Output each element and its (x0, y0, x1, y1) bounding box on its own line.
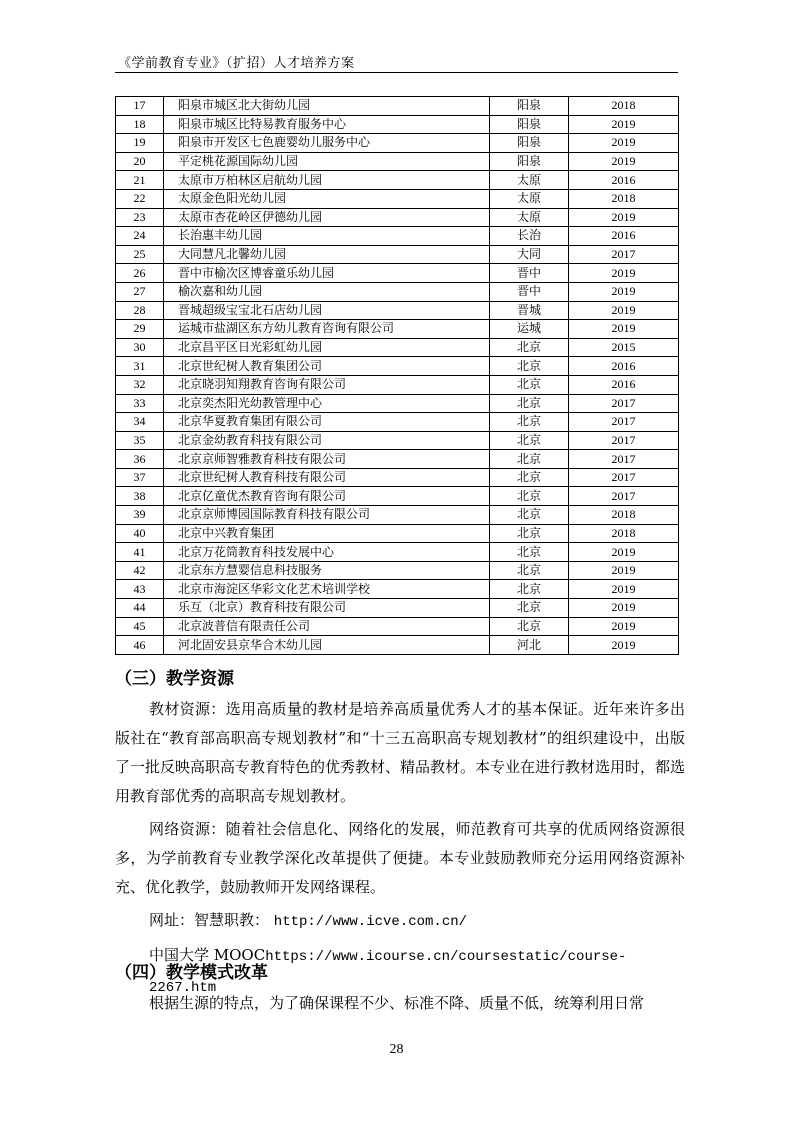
institution-name: 北京京师博园国际教育科技有限公司 (164, 506, 490, 525)
year: 2019 (569, 543, 679, 562)
location: 北京 (490, 599, 569, 618)
institution-name: 北京世纪树人教育集团公司 (164, 357, 490, 376)
table-row (116, 413, 679, 432)
icourse-link[interactable]: https://www.icourse.cn/coursestatic/course-2267.htm (149, 949, 627, 996)
url-label: 网址：智慧职教： (149, 911, 270, 929)
institution-name: 运城市盐湖区东方幼儿教育咨询有限公司 (164, 320, 490, 339)
row-number: 42 (116, 561, 164, 580)
year: 2018 (569, 506, 679, 525)
row-number: 20 (116, 152, 164, 171)
table-row (116, 580, 679, 599)
row-number: 43 (116, 580, 164, 599)
row-number: 35 (116, 431, 164, 450)
mooc-label: 中国大学 MOOC (149, 946, 266, 964)
location: 北京 (490, 431, 569, 450)
institution-name: 北京波普信有限责任公司 (164, 617, 490, 636)
location: 北京 (490, 357, 569, 376)
row-number: 36 (116, 450, 164, 469)
year: 2019 (569, 152, 679, 171)
location: 大同 (490, 245, 569, 264)
year: 2015 (569, 338, 679, 357)
row-number: 25 (116, 245, 164, 264)
institution-name: 长治惠丰幼儿园 (164, 227, 490, 246)
textbook-resources-paragraph: 教材资源：选用高质量的教材是培养高质量优秀人才的基本保证。近年来许多出版社在“教育部高职高专规划教材”和“十三五高职高专规划教材”的组织建设中，出版了一批反映高职高专教育特色的优秀教材、精品教材。本专业在进行教材选用时，都选用教育部优秀的高职高专规划教材。 (115, 700, 686, 805)
year: 2018 (569, 524, 679, 543)
page-number: 28 (389, 1042, 404, 1057)
row-number: 28 (116, 301, 164, 320)
institution-name: 北京京师智雅教育科技有限公司 (164, 450, 490, 469)
table-row (116, 338, 679, 357)
section-teaching-mode-reform (115, 958, 685, 1018)
institution-name: 阳泉市城区北大街幼儿园 (164, 97, 490, 116)
section-heading: （四）教学模式改革 (115, 963, 268, 983)
year: 2016 (569, 375, 679, 394)
institution-name: 北京奕杰阳光幼教管理中心 (164, 394, 490, 413)
location: 阳泉 (490, 152, 569, 171)
year: 2017 (569, 431, 679, 450)
row-number: 32 (116, 375, 164, 394)
row-number: 40 (116, 524, 164, 543)
year: 2019 (569, 115, 679, 134)
row-number: 18 (116, 115, 164, 134)
table-row (116, 115, 679, 134)
row-number: 17 (116, 97, 164, 116)
partner-schools-table (115, 96, 679, 655)
institution-name: 北京世纪树人教育科技有限公司 (164, 468, 490, 487)
location: 北京 (490, 524, 569, 543)
location: 晋中 (490, 282, 569, 301)
location: 北京 (490, 506, 569, 525)
table-row (116, 134, 679, 153)
table-row (116, 245, 679, 264)
institution-name: 北京中兴教育集团 (164, 524, 490, 543)
row-number: 22 (116, 189, 164, 208)
year: 2019 (569, 320, 679, 339)
institution-name: 太原市万柏林区启航幼儿园 (164, 171, 490, 190)
location: 北京 (490, 413, 569, 432)
row-number: 24 (116, 227, 164, 246)
row-number: 46 (116, 636, 164, 655)
location: 北京 (490, 375, 569, 394)
institution-name: 阳泉市城区比特易教育服务中心 (164, 115, 490, 134)
year: 2019 (569, 636, 679, 655)
section-heading: （三）教学资源 (115, 669, 234, 689)
table-row (116, 524, 679, 543)
section-teaching-resources (115, 664, 685, 1003)
row-number: 19 (116, 134, 164, 153)
reform-paragraph: 根据生源的特点，为了确保课程不少、标准不降、质量不低，统筹利用日常 (149, 994, 645, 1012)
year: 2018 (569, 97, 679, 116)
institution-name: 榆次嘉和幼儿园 (164, 282, 490, 301)
row-number: 41 (116, 543, 164, 562)
row-number: 26 (116, 264, 164, 283)
institution-name: 北京东方慧婴信息科技服务 (164, 561, 490, 580)
header-title: 《学前教育专业》（扩招）人才培养方案 (118, 56, 355, 71)
year: 2019 (569, 580, 679, 599)
institution-name: 晋城超级宝宝北石店幼儿园 (164, 301, 490, 320)
institution-name: 太原市杏花岭区伊德幼儿园 (164, 208, 490, 227)
location: 晋中 (490, 264, 569, 283)
network-resources-paragraph: 网络资源：随着社会信息化、网络化的发展，师范教育可共享的优质网络资源很多，为学前教育专业教学深化改革提供了便捷。本专业鼓励教师充分运用网络资源补充、优化教学，鼓励教师开发网络课程。 (115, 820, 685, 896)
year: 2017 (569, 245, 679, 264)
location: 太原 (490, 208, 569, 227)
institution-name: 河北固安县京华合木幼儿园 (164, 636, 490, 655)
table-row (116, 282, 679, 301)
table-row (116, 97, 679, 116)
year: 2019 (569, 208, 679, 227)
location: 北京 (490, 468, 569, 487)
location: 运城 (490, 320, 569, 339)
table-row (116, 394, 679, 413)
table-row (116, 450, 679, 469)
location: 晋城 (490, 301, 569, 320)
row-number: 21 (116, 171, 164, 190)
table-row (116, 320, 679, 339)
header-rule (115, 72, 678, 73)
institution-name: 北京晓羽知翔教育咨询有限公司 (164, 375, 490, 394)
year: 2019 (569, 282, 679, 301)
table-row (116, 636, 679, 655)
year: 2016 (569, 227, 679, 246)
table-row (116, 468, 679, 487)
year: 2016 (569, 357, 679, 376)
table-row (116, 264, 679, 283)
row-number: 30 (116, 338, 164, 357)
institution-name: 乐互（北京）教育科技有限公司 (164, 599, 490, 618)
row-number: 23 (116, 208, 164, 227)
location: 长治 (490, 227, 569, 246)
row-number: 45 (116, 617, 164, 636)
year: 2017 (569, 413, 679, 432)
year: 2017 (569, 394, 679, 413)
row-number: 37 (116, 468, 164, 487)
institution-name: 阳泉市开发区七色鹿婴幼儿服务中心 (164, 134, 490, 153)
location: 北京 (490, 487, 569, 506)
year: 2017 (569, 450, 679, 469)
year: 2016 (569, 171, 679, 190)
location: 河北 (490, 636, 569, 655)
table-row (116, 561, 679, 580)
row-number: 39 (116, 506, 164, 525)
row-number: 33 (116, 394, 164, 413)
year: 2017 (569, 468, 679, 487)
table-row (116, 375, 679, 394)
institution-name: 北京金幼教育科技有限公司 (164, 431, 490, 450)
table-row (116, 487, 679, 506)
row-number: 34 (116, 413, 164, 432)
institution-name: 北京万花筒教育科技发展中心 (164, 543, 490, 562)
location: 阳泉 (490, 97, 569, 116)
location: 北京 (490, 450, 569, 469)
year: 2019 (569, 599, 679, 618)
table-row (116, 617, 679, 636)
table-row (116, 506, 679, 525)
table-row (116, 227, 679, 246)
table-row (116, 208, 679, 227)
institution-name: 北京市海淀区华彩文化艺术培训学校 (164, 580, 490, 599)
table-row (116, 357, 679, 376)
location: 北京 (490, 394, 569, 413)
location: 北京 (490, 338, 569, 357)
year: 2019 (569, 134, 679, 153)
year: 2019 (569, 561, 679, 580)
icve-link[interactable]: http://www.icve.com.cn/ (273, 914, 468, 930)
row-number: 29 (116, 320, 164, 339)
year: 2019 (569, 264, 679, 283)
table-body (116, 97, 679, 655)
table-row (116, 543, 679, 562)
location: 阳泉 (490, 115, 569, 134)
institution-name: 平定桃花源国际幼儿园 (164, 152, 490, 171)
table-row (116, 152, 679, 171)
institution-name: 太原金色阳光幼儿园 (164, 189, 490, 208)
year: 2019 (569, 301, 679, 320)
institution-name: 北京昌平区日光彩虹幼儿园 (164, 338, 490, 357)
table-row (116, 189, 679, 208)
year: 2018 (569, 189, 679, 208)
institution-name: 北京华夏教育集团有限公司 (164, 413, 490, 432)
year: 2017 (569, 487, 679, 506)
year: 2019 (569, 617, 679, 636)
row-number: 31 (116, 357, 164, 376)
table-row (116, 171, 679, 190)
institution-name: 晋中市榆次区博睿童乐幼儿园 (164, 264, 490, 283)
location: 北京 (490, 561, 569, 580)
location: 太原 (490, 189, 569, 208)
url-line-1 (115, 906, 685, 937)
row-number: 27 (116, 282, 164, 301)
location: 北京 (490, 617, 569, 636)
table-row (116, 301, 679, 320)
row-number: 44 (116, 599, 164, 618)
row-number: 38 (116, 487, 164, 506)
institution-name: 北京亿童优杰教育咨询有限公司 (164, 487, 490, 506)
table-row (116, 431, 679, 450)
institution-name: 大同慧凡北馨幼儿园 (164, 245, 490, 264)
location: 北京 (490, 580, 569, 599)
location: 阳泉 (490, 134, 569, 153)
location: 太原 (490, 171, 569, 190)
location: 北京 (490, 543, 569, 562)
table-row (116, 599, 679, 618)
